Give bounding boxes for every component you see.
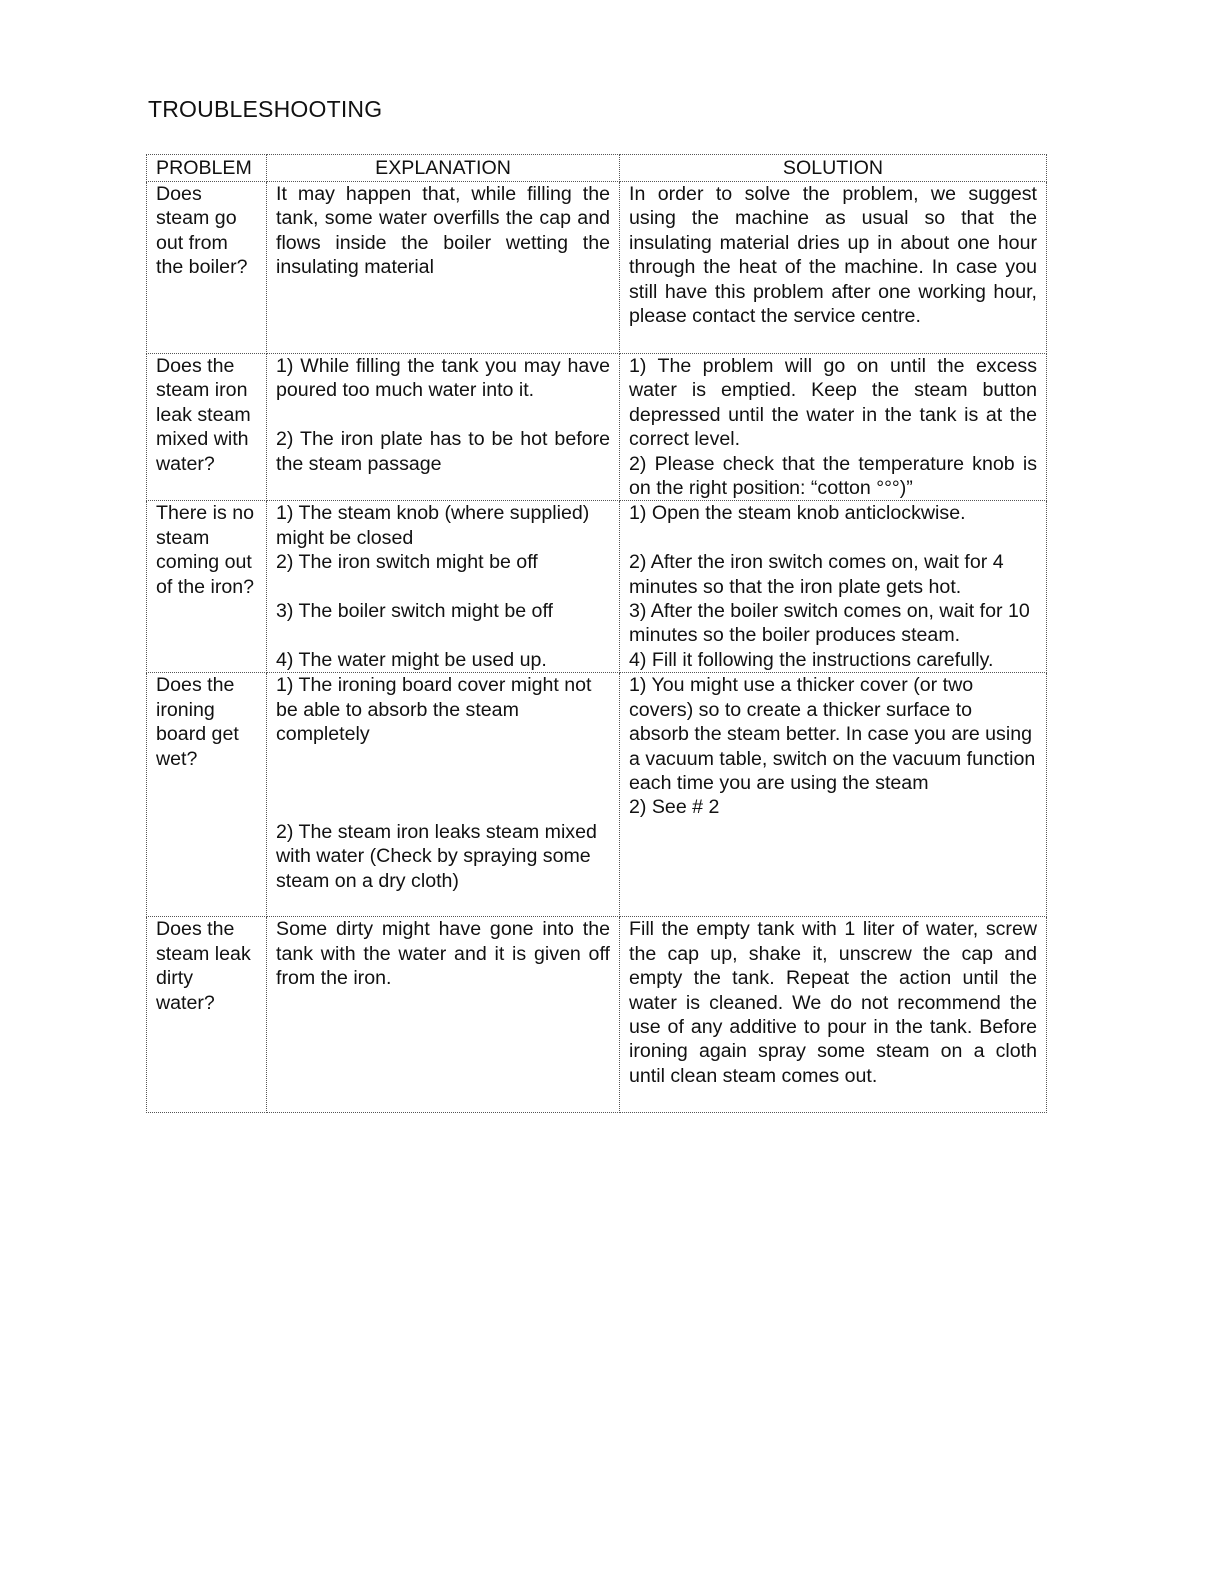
table-row (147, 501, 1047, 673)
explanation-text: 4) The water might be used up. (276, 648, 547, 671)
explanation-cell (267, 182, 620, 354)
solution-text: 1) Open the steam knob anticlockwise. (629, 502, 966, 525)
spacer (276, 795, 610, 819)
spacer (276, 403, 610, 427)
table-row (147, 182, 1047, 354)
solution-text: 2) See # 2 (629, 796, 720, 819)
solution-text: 3) After the boiler switch comes on, wait for 10 minutes so the boiler produces steam. (629, 600, 1030, 647)
spacer (276, 747, 610, 771)
table-header-row (147, 155, 1047, 182)
solution-cell (620, 354, 1047, 501)
table-row (147, 673, 1047, 917)
explanation-text: 2) The iron switch might be off (276, 551, 538, 574)
spacer (276, 623, 610, 647)
explanation-cell (267, 673, 620, 917)
explanation-text: 3) The boiler switch might be off (276, 600, 553, 623)
solution-text: 2) Please check that the temperature knob is on the right position: “cotton °°°)” (629, 452, 1037, 500)
explanation-text: 1) The ironing board cover might not be able to absorb the steam completely (276, 674, 592, 746)
spacer (629, 526, 1037, 550)
solution-cell (620, 182, 1047, 354)
explanation-cell (267, 501, 620, 673)
solution-text: In order to solve the problem, we suggest using the machine as usual so that the insulating material dries up in about one hour through the heat of the machine. In case you still have this problem after one working hour, please contact the service centre. (629, 183, 1037, 328)
solution-text: Fill the empty tank with 1 liter of water, screw the cap up, shake it, unscrew the cap and empty the tank. Repeat the action until the water is cleaned. We do not recommend the use of any additive to pour in the tank. Before ironing again spray some steam on a cloth until clean steam comes out. (629, 918, 1037, 1087)
spacer (276, 575, 610, 599)
solution-text: 1) The problem will go on until the excess water is emptied. Keep the steam button depressed until the water in the tank is at the correct level. (629, 355, 1037, 451)
problem-cell: Does the steam iron leak steam mixed with water? (147, 354, 267, 501)
header-problem: PROBLEM (147, 155, 267, 182)
explanation-text: 1) The steam knob (where supplied) might be closed (276, 502, 590, 549)
spacer (276, 771, 610, 795)
problem-cell: Does the ironing board get wet? (147, 673, 267, 917)
solution-cell (620, 673, 1047, 917)
table-row (147, 917, 1047, 1113)
explanation-text: Some dirty might have gone into the tank with the water and it is given off from the iron. (276, 918, 610, 990)
page-title: TROUBLESHOOTING (148, 96, 383, 122)
problem-cell: Does steam go out from the boiler? (147, 182, 267, 354)
solution-cell (620, 501, 1047, 673)
solution-cell (620, 917, 1047, 1113)
explanation-cell (267, 354, 620, 501)
solution-text: 1) You might use a thicker cover (or two covers) so to create a thicker surface to absorb the steam better. In case you are using a vacuum table, switch on the vacuum function each time you are using the steam (629, 674, 1036, 795)
explanation-text: It may happen that, while filling the tank, some water overfills the cap and flows inside the boiler wetting the insulating material (276, 183, 610, 279)
solution-text: 2) After the iron switch comes on, wait for 4 minutes so that the iron plate gets hot. (629, 551, 1004, 598)
header-explanation: EXPLANATION (267, 155, 620, 182)
troubleshooting-table (146, 154, 1047, 1113)
explanation-cell (267, 917, 620, 1113)
problem-cell: There is no steam coming out of the iron? (147, 501, 267, 673)
problem-cell: Does the steam leak dirty water? (147, 917, 267, 1113)
explanation-text: 2) The iron plate has to be hot before the steam passage (276, 428, 610, 475)
header-solution: SOLUTION (620, 155, 1047, 182)
explanation-text: 1) While filling the tank you may have poured too much water into it. (276, 355, 610, 402)
table-row (147, 354, 1047, 501)
explanation-text: 2) The steam iron leaks steam mixed with water (Check by spraying some steam on a dry cloth) (276, 820, 597, 892)
solution-text: 4) Fill it following the instructions carefully. (629, 648, 994, 671)
